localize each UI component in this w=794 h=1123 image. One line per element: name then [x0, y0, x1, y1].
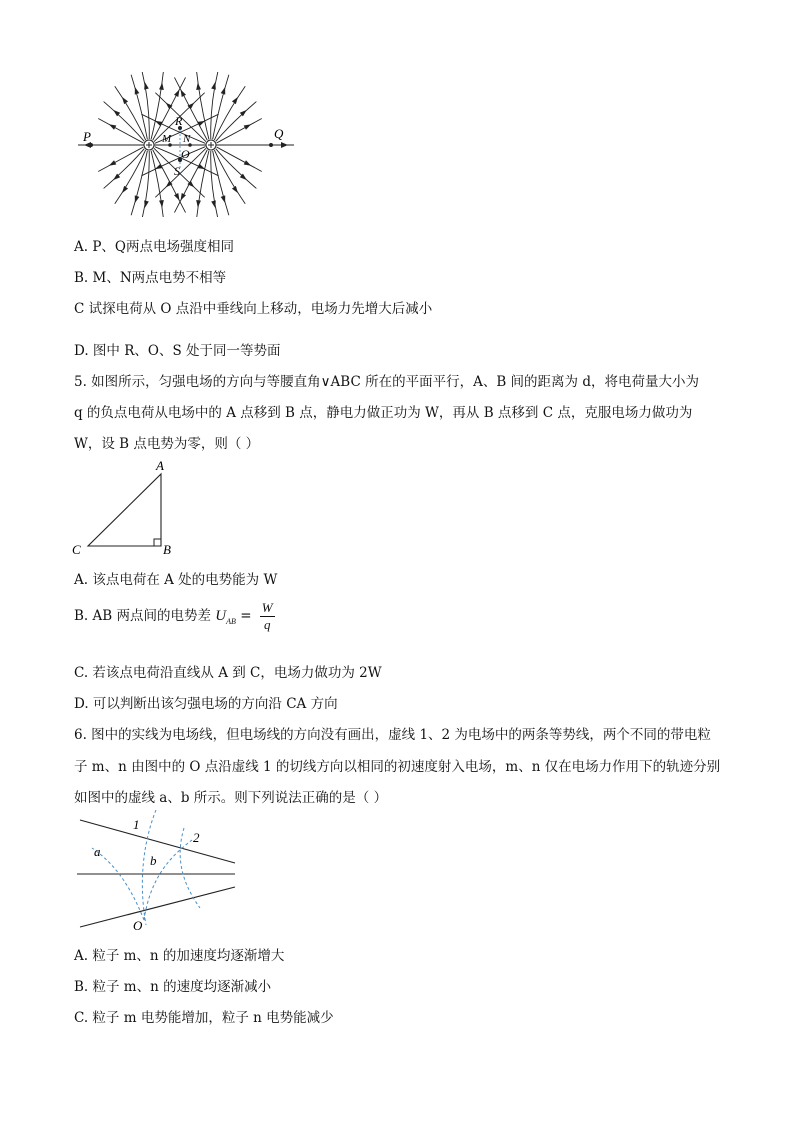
fig1-label-r: R [175, 114, 183, 128]
fig1-label-q: Q [274, 126, 284, 141]
q5-stem-line-3: W，设 B 点电势为零，则（ ） [74, 436, 260, 452]
potential-difference-symbol: $U_{AB}$ [215, 608, 236, 626]
field-line-arrow [155, 164, 163, 169]
field-line-arrow [198, 121, 206, 126]
field-line-arrow [144, 82, 149, 90]
field-line-arrow [198, 164, 206, 169]
field-line-arrow [232, 186, 238, 193]
fig1-label-o: O [181, 147, 190, 161]
field-line [151, 72, 164, 139]
q6-stem-line-1: 6. 图中的实线为电场线，但电场线的方向没有画出，虚线 1、2 为电场中的两条等势线，两个不同的带电粒 [74, 727, 711, 743]
field-line [216, 102, 257, 142]
fig3-label-2: 2 [193, 830, 200, 845]
field-line-arrow [181, 89, 186, 97]
q4-option-b: B. M、N两点电势不相等 [74, 270, 227, 286]
field-line [151, 151, 164, 217]
q5-option-c: C. 若该点电荷沿直线从 A 到 C，电场力做功为 2W [74, 665, 382, 681]
q4-option-d: D. 图中 R、O、S 处于同一等势面 [74, 343, 281, 359]
q5-option-d: D. 可以判断出该匀强电场的方向沿 CA 方向 [74, 696, 338, 712]
fig2-label-a: A [156, 458, 164, 473]
field-line-arrow [155, 121, 163, 126]
fig1-label-p: P [83, 129, 91, 144]
q5-stem-line-2: q 的负点电荷从电场中的 A 点移到 B 点，静电力做正功为 W，再从 B 点移到 C 点，克服电场力做功为 [74, 405, 693, 421]
field-line-arrow [211, 82, 216, 90]
field-line [104, 102, 145, 142]
field-line-arrow [144, 200, 149, 208]
equals-sign: = [240, 608, 252, 624]
field-line-arrow [122, 97, 128, 104]
fraction-denominator: q [263, 617, 271, 632]
q6-option-a: A. 粒子 m、n 的加速度均逐渐增大 [74, 948, 285, 964]
fig2-label-c: C [72, 542, 81, 557]
field-line-arrow [174, 193, 179, 201]
fig1-label-s: S [174, 164, 180, 178]
field-line-arrow [244, 160, 251, 166]
q6-option-b: B. 粒子 m、n 的速度均逐渐减小 [74, 979, 272, 995]
fig3-label-1: 1 [133, 817, 140, 832]
q6-option-c: C. 粒子 m 电势能增加，粒子 n 电势能减少 [74, 1010, 334, 1026]
q6-stem-line-3: 如图中的虚线 a、b 所示。则下列说法正确的是（ ） [74, 790, 388, 806]
fig1-label-n: N [183, 133, 191, 145]
q5-option-a: A. 该点电荷在 A 处的电势能为 W [74, 572, 278, 588]
q4-option-a: A. P、Q两点电场强度相同 [74, 239, 234, 255]
fig3-label-b: b [150, 853, 157, 868]
field-line-arrow [109, 124, 116, 130]
field-line-arrow [135, 195, 140, 203]
fig1-label-m: M [162, 133, 172, 145]
field-lines-figure [74, 72, 299, 217]
field-line-arrow [135, 87, 140, 95]
q5-stem-line-1: 5. 如图所示，匀强电场的方向与等腰直角∨ABC 所在的平面平行，A、B 间的距离为 d，将电荷量大小为 [74, 374, 699, 390]
field-line [104, 149, 145, 189]
right-triangle-figure [66, 458, 186, 558]
trajectory-figure [72, 810, 242, 935]
field-line-arrow [232, 97, 238, 104]
fraction-numerator: W [261, 600, 273, 615]
q5-option-b [74, 600, 275, 633]
field-line-arrow [181, 193, 186, 201]
field-line-arrow [174, 89, 179, 97]
field-line [196, 72, 209, 139]
field-line [216, 149, 257, 189]
field-line [196, 151, 209, 217]
q4-option-c: C 试探电荷从 O 点沿中垂线向上移动，电场力先增大后减小 [74, 301, 433, 317]
field-line-arrow [211, 200, 216, 208]
field-line-arrow [221, 195, 226, 203]
field-line-arrow [221, 87, 226, 95]
field-line-arrow [122, 186, 128, 193]
field-line-arrow [244, 124, 251, 130]
fig3-label-o: O [133, 918, 143, 933]
field-line-arrow [109, 160, 116, 166]
q6-stem-line-2: 子 m、n 由图中的 O 点沿虚线 1 的切线方向以相同的初速度射入电场，m、n 仅在电场力作用下的轨迹分别 [74, 759, 721, 775]
fraction-w-over-q [260, 600, 275, 633]
fig3-label-a: a [94, 844, 101, 859]
q5-option-b-text: B. AB 两点间的电势差 [74, 608, 211, 624]
fig2-label-b: B [163, 542, 171, 557]
